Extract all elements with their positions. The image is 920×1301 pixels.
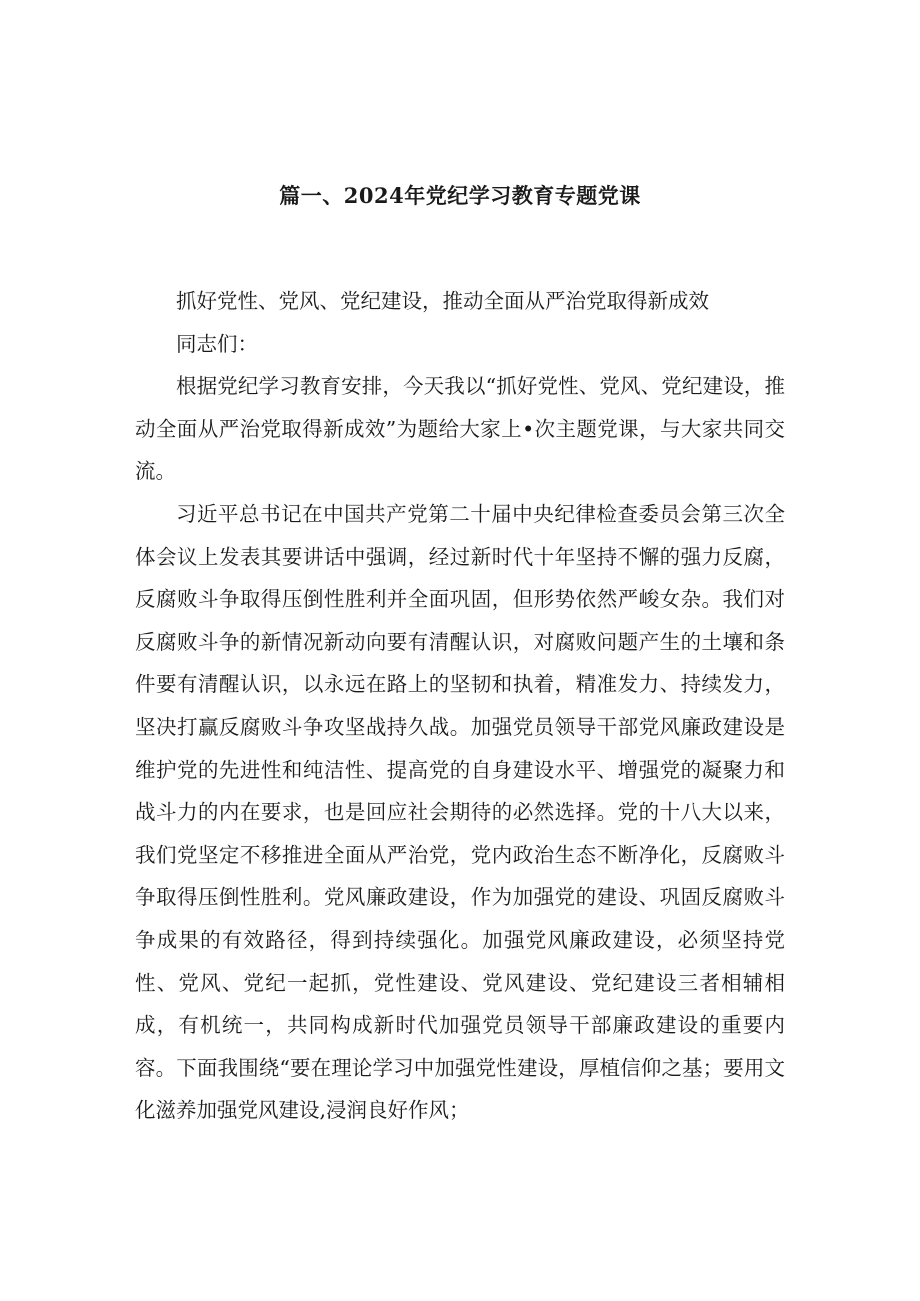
paragraph-main: 习近平总书记在中国共产党第二十届中央纪律检查委员会第三次全体会议上发表其要讲话中强调，经过新时代十年坚持不懈的强力反腐，反腐败斗争取得压倒性胜利并全面巩固，但形势依然严峻女杂。我们对反腐败斗争的新情况新动向要有清醒认识，对腐败问题产生的土壤和条件要有清醒认识，以永远在路上的坚韧和执着，精准发力、持续发力，坚决打赢反腐败斗争攻坚战持久战。加强党员领导干部党风廉政建设是维护党的先进性和纯洁性、提高党的自身建设水平、增强党的凝聚力和战斗力的内在要求，也是回应社会期待的必然选择。党的十八大以来，我们党坚定不移推进全面从严治党，党内政治生态不断净化，反腐败斗争取得压倒性胜利。党风廉政建设，作为加强党的建设、巩固反腐败斗争成果的有效路径，得到持续强化。加强党风廉政建设，必须坚持党性、党风、党纪一起抓，党性建设、党风建设、党纪建设三者相辅相成，有机统一，共同构成新时代加强党员领导干部廉政建设的重要内容。下面我围绕“要在理论学习中加强党性建设，厚植信仰之基；要用文化滋养加强党风建设,浸润良好作风； xyxy=(135,501,785,1123)
document-body xyxy=(135,280,785,1132)
paragraph-subtitle: 抓好党性、党风、党纪建设，推动全面从严治党取得新成效 xyxy=(176,289,709,313)
paragraph-salutation: 同志们： xyxy=(176,331,258,356)
document-title: 篇一、2024年党纪学习教育专题党课 xyxy=(279,183,641,208)
paragraph-intro: 根据党纪学习教育安排，今天我以“抓好党性、党风、党纪建设，推动全面从严治党取得新成效”为题给大家上•次主题党课，与大家共同交流。 xyxy=(135,374,785,484)
